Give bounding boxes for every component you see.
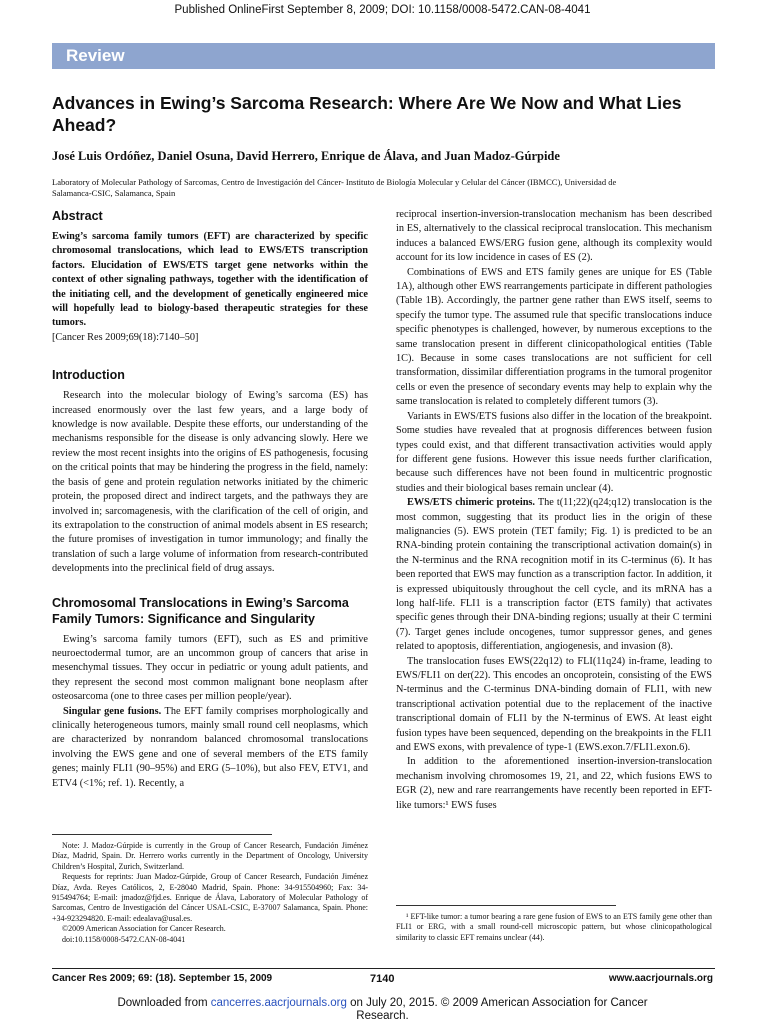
introduction-text: Research into the molecular biology of Ewing’s sarcoma (ES) has increased enormously over the last few years, and a large body of knowledge is now available. Despite these efforts, our understanding of the mechanisms responsible for the disease is only advancing slowly. Here we review the most recent insights into the origins of ES pathogenesis, focusing on the critical points that may be hindering the progress in the field, namely: the basis of gene and protein regulation networks initiated by the chimeric protein, the proposed direct and indirect targets, and the pathways they are involved in; sarcomagenesis, with the clarification of the cell of origin, and its extrapolation to the construction of animal models absent in ES research; the future promises of investigation in tumor immunology; and finally the translation of such a large volume of information from research-contributed developments into the preclinical field of drug assays. xyxy=(52,390,368,575)
abstract-citation: [Cancer Res 2009;69(18):7140–50] xyxy=(52,331,199,343)
abstract-text: Ewing’s sarcoma family tumors (EFT) are characterized by specific chromosomal translocations, which lead to EWS/ETS transcription factors. Elucidation of EWS/ETS target gene networks within the context of other signaling pathways, together with the identification of the initiating cell, and the development of genetically engineered mice will hopefully lead to biology-based therapeutic strategies for these tumors. xyxy=(52,231,368,329)
runin-heading: Singular gene fusions. xyxy=(63,705,162,717)
download-prefix: Downloaded from xyxy=(117,997,211,1009)
download-line2: Research. xyxy=(356,1010,409,1022)
doi-note: doi:10.1158/0008-5472.CAN-08-4041 xyxy=(62,934,186,944)
download-link[interactable]: cancerres.aacrjournals.org xyxy=(210,997,347,1009)
abstract-heading: Abstract xyxy=(52,209,103,223)
reprint-request: Requests for reprints: Juan Madoz-Gúrpide, Group of Cancer Research, Fundación Jiménez Díaz, Avda. Reyes Católicos, 2, E-28040 Madrid, Spain. Phone: 34-915504960; Fax: 34-915494764; E-mail: jmadoz@fjd.es. Enrique de Álava, Laboratory of Molecular Pathology of Sarcomas, Centro de Investigación del Cáncer USAL-CSIC, E-37007 Salamanca, Spain. Phone: +34-923294820. E-mail: edealava@usal.es. xyxy=(52,872,368,923)
chromosomal-paragraph: Ewing’s sarcoma family tumors (EFT), such as ES and primitive neuroectodermal tumor, are an uncommon group of cancers that arise in mesenchymal tissues. They occur in pediatric or young adult patients, and they represent the second most common malignant bone neoplasm after osteosarcoma (one to three cases per million people/year). xyxy=(52,633,368,703)
article-notes xyxy=(52,834,368,945)
chromosomal-heading: Chromosomal Translocations in Ewing’s Sarcoma Family Tumors: Significance and Singularity xyxy=(52,595,349,626)
paragraph: The translocation fuses EWS(22q12) to FLI(11q24) in-frame, leading to EWS/FLI1 on der(22). This encodes an oncoprotein, consisting of the EWS N-terminus and the C-terminus DNA-binding domain of FLI1, with new transcriptional activation potential due to the replacement of the inactive transcriptional domain of FLI1 by the N-terminus of EWS. At least eight fusion types have been sequenced, depending on the breakpoints in the FLI1 and EWS exons, with prevalence of type-1 (EWS.exon.7/FLI1.exon.6). xyxy=(396,655,712,754)
section-bar xyxy=(52,43,715,69)
paragraph-text: The EFT family comprises morphologically and clinically heterogeneous tumors, mainly small round cell neoplasms, which are characterized by nonrandom balanced chromosomal translocations involving the EWS gene and one of several members of the ETS family genes; mainly FLI1 (90–95%) and ERG (5–10%), but also FEV, ETV1, and ETV4 (<1%; ref. 1). Recently, a xyxy=(52,705,368,789)
paragraph: Combinations of EWS and ETS family genes are unique for ES (Table 1A), although other EWS rearrangements participate in different pathologies (Table 1B). Accordingly, the partner gene rather than EWS itself, seems to specify the tumor type. The assumed rule that specific translocations induce specific phenotypes is challenged, however, by numerous exceptions to the same translocation present in different clinicopathological entities (Table 1C). Because in some cases translocations are not sufficient for cell transformation, dissimilar differentiation programs in the tumoral progenitor cells or even the presence of secondary events may help to explain why the same translocation is related to completely different tumors (3). xyxy=(396,266,712,408)
download-suffix: on July 20, 2015. © 2009 American Association for Cancer xyxy=(346,997,648,1009)
article-title: Advances in Ewing’s Sarcoma Research: Where Are We Now and What Lies Ahead? xyxy=(52,93,682,135)
doi-banner: Published OnlineFirst September 8, 2009; DOI: 10.1158/0008-5472.CAN-08-4041 xyxy=(174,4,591,16)
section-label: Review xyxy=(66,46,125,65)
paragraph: reciprocal insertion-inversion-translocation mechanism has been described in ES, alternatively to the classical reciprocal translocation. This mechanism induces a balanced EWS/ERG fusion gene, although its complexity would account for its low incidence in cases of ES (2). xyxy=(396,209,712,264)
note-text: Note: J. Madoz-Gúrpide is currently in the Group of Cancer Research, Fundación Jiménez Díaz, Madrid, Spain. Dr. Herrero works currently in the Department of Oncology, University Children’s Hospital, Zurich, Switzerland. xyxy=(52,841,368,871)
footnote xyxy=(396,905,712,943)
chimeric-proteins-paragraph xyxy=(396,496,712,654)
copyright-note: ©2009 American Association for Cancer Research. xyxy=(62,924,226,934)
footnote-text: ¹ EFT-like tumor: a tumor bearing a rare gene fusion of EWS to an ETS family gene other than FLI1 or ERG, with a small round-cell microscopic pattern, but whose clinicopathological similarity to classic EFT remains unclear (44). xyxy=(396,912,712,942)
right-column xyxy=(396,208,712,813)
author-list: José Luis Ordóñez, Daniel Osuna, David Herrero, Enrique de Álava, and Juan Madoz-Gúrpide xyxy=(52,149,560,163)
singular-fusions-paragraph xyxy=(52,705,368,791)
footer-divider xyxy=(52,968,715,969)
introduction-heading: Introduction xyxy=(52,368,125,383)
affiliation: Laboratory of Molecular Pathology of Sarcomas, Centro de Investigación del Cáncer- Instituto de Biología Molecular y Celular del Cáncer (IBMCC), Universidad de Salamanca-CSIC, Salamanca, Spain xyxy=(52,177,617,198)
paragraph: Variants in EWS/ETS fusions also differ in the location of the breakpoint. Some studies have revealed that at prognosis differences between fusion types could exist, and that different transactivation activities would apply for different gene fusions. However this issue needs further clarification, because such differences have not been found in multicentric prognostic studies and their biological bases remain unclear (4). xyxy=(396,410,712,494)
left-column xyxy=(52,208,368,791)
runin-heading: EWS/ETS chimeric proteins. xyxy=(407,497,535,509)
journal-citation: Cancer Res 2009; 69: (18). September 15, 2009 xyxy=(52,973,273,984)
download-notice xyxy=(0,997,765,1023)
page-number: 7140 xyxy=(370,973,395,985)
journal-url[interactable]: www.aacrjournals.org xyxy=(608,973,713,984)
paragraph: In addition to the aforementioned insertion-inversion-translocation mechanism involving chromosomes 19, 21, and 22, which fusions EWS to EGR (2), new and rare rearrangements have recently been reported in EFT-like tumors:¹ EWS fuses xyxy=(396,756,712,811)
paragraph-text: The t(11;22)(q24;q12) translocation is the most common, suggesting that its product lies in the origin of these malignancies (5). EWS protein (TET family; Fig. 1) is predicted to be an RNA-binding protein containing the transcriptional activation domain(s) in the N-terminus and the RNA recognition motif in its C-terminus (6). It has been reported that EWS may function as a transcription factor. In addition, it is expressed ubiquitously throughout the cell cycle, and its mRNA has a long half-life. FLI1 is a transcription factor (ETS family) that activates specific genes through their DNA-binding regions; usually at their C termini (7). Target genes include oncogenes, tumor suppressor genes, and genes related to apoptosis, differentiation, angiogenesis, and invasion (8). xyxy=(396,497,712,653)
